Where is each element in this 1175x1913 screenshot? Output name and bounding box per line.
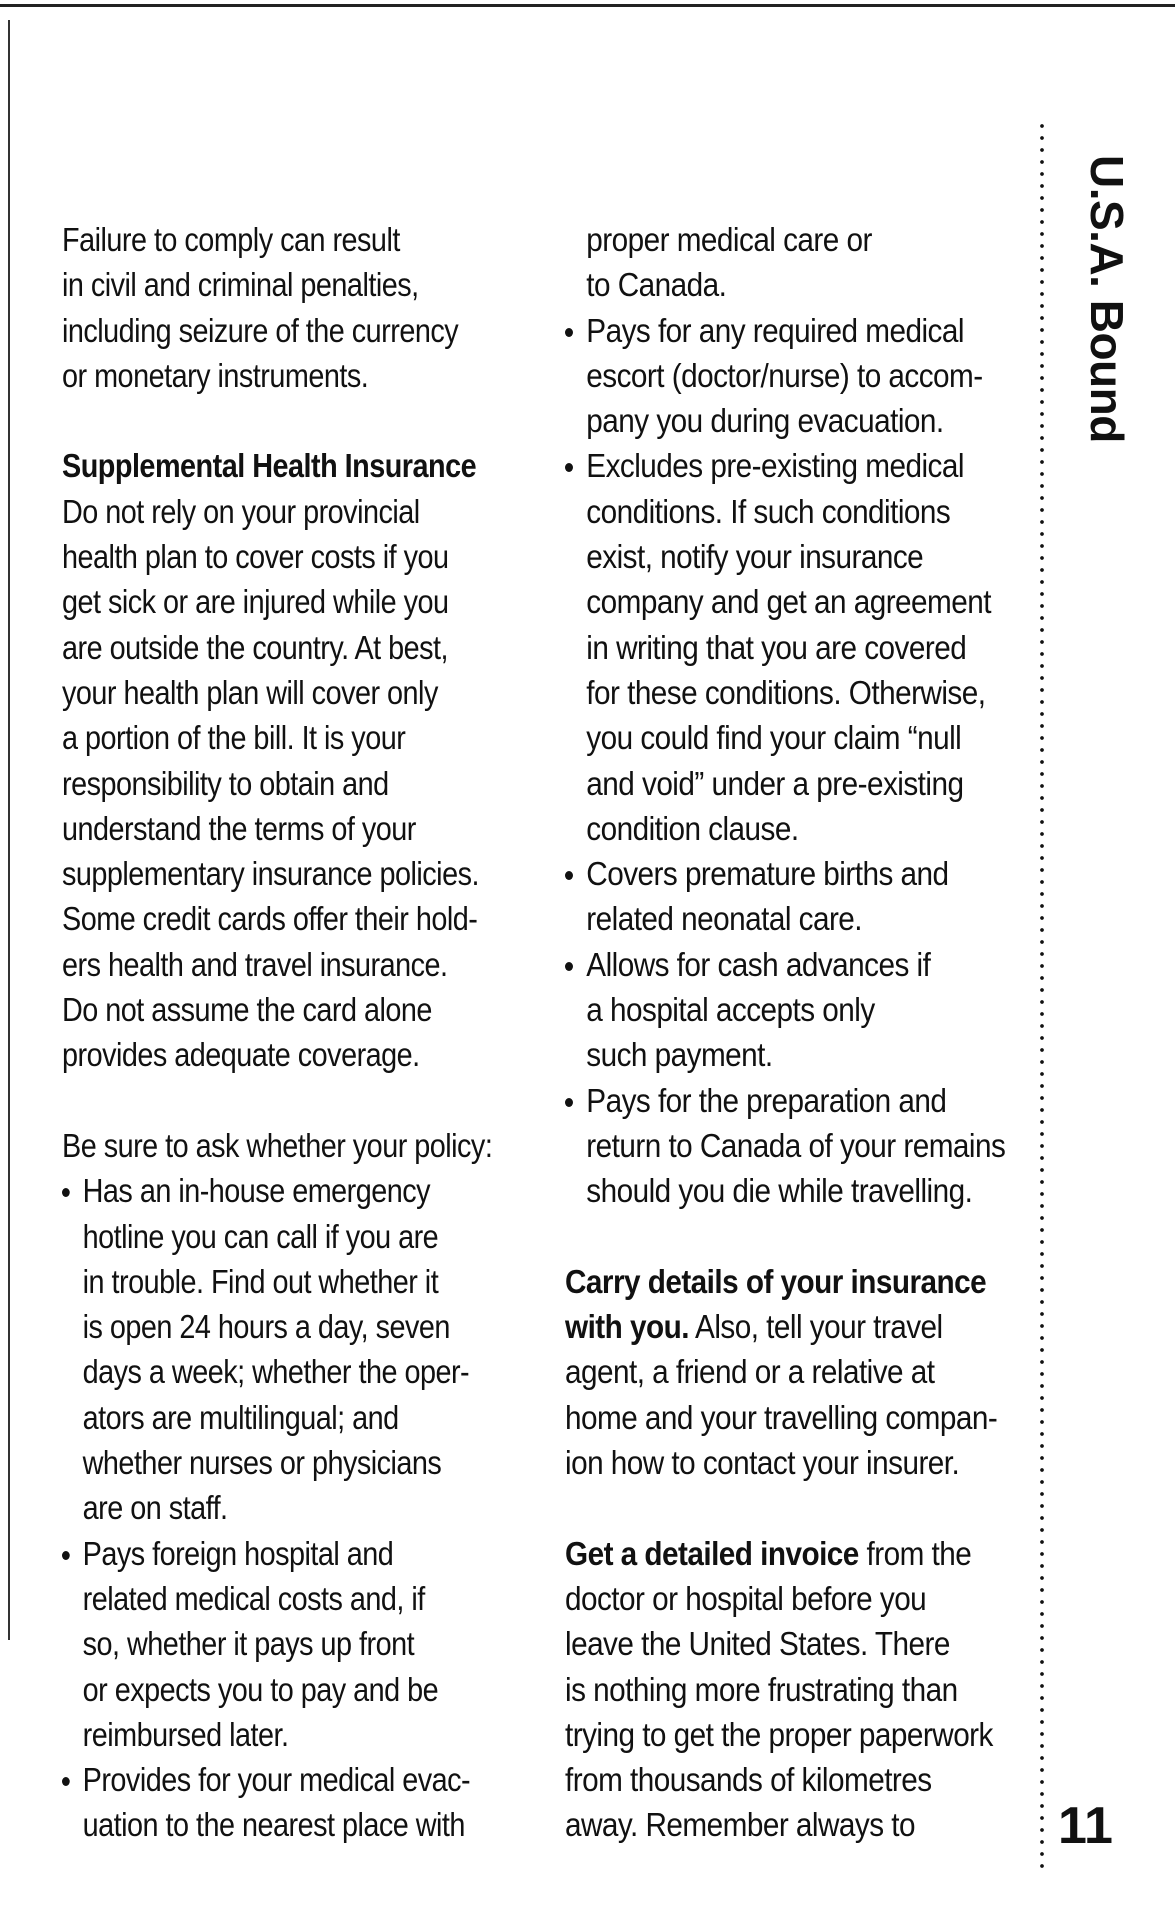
text-line: home and your travelling compan- xyxy=(565,1399,998,1437)
text-line: get sick or are injured while you xyxy=(62,584,449,622)
text-line: Some credit cards offer their hold- xyxy=(62,901,478,939)
text-line: so, whether it pays up front xyxy=(82,1626,415,1664)
text-run: from the xyxy=(858,1535,972,1573)
text-line: or expects you to pay and be xyxy=(82,1671,439,1709)
text-line: Pays for any required medical xyxy=(586,312,964,350)
text-line: your health plan will cover only xyxy=(62,674,438,712)
text-line: leave the United States. There xyxy=(565,1626,950,1664)
text-line: Carry details of your insurance xyxy=(565,1263,987,1301)
scan-edge-left xyxy=(8,20,10,1640)
text-line: such payment. xyxy=(586,1037,773,1075)
text-line: in trouble. Find out whether it xyxy=(82,1263,439,1301)
left-column xyxy=(62,218,493,1894)
text-line: uation to the nearest place with xyxy=(82,1807,465,1845)
text-line: hotline you can call if you are xyxy=(82,1218,439,1256)
text-line: in civil and criminal penalties, xyxy=(62,267,419,305)
text-line: company and get an agreement xyxy=(586,584,991,622)
policy-checklist-continued xyxy=(565,309,1006,1215)
text-line: Covers premature births and xyxy=(586,856,949,894)
text-line: ators are multilingual; and xyxy=(82,1399,399,1437)
list-item xyxy=(62,1169,470,1531)
detailed-invoice-paragraph xyxy=(565,1532,993,1849)
text-line: or monetary instruments. xyxy=(62,357,369,395)
text-line: Failure to comply can result xyxy=(62,222,400,259)
text-line: ers health and travel insurance. xyxy=(62,946,448,984)
ask-line: Be sure to ask whether your policy: xyxy=(62,1127,493,1165)
text-line: condition clause. xyxy=(586,810,799,848)
carry-details-paragraph xyxy=(565,1260,998,1486)
text-line: in writing that you are covered xyxy=(586,629,967,667)
text-line: conditions. If such conditions xyxy=(586,493,951,531)
text-line: Do not rely on your provincial xyxy=(62,493,420,531)
text-line: responsibility to obtain and xyxy=(62,765,389,803)
running-head xyxy=(1062,155,1132,455)
text-line: including seizure of the currency xyxy=(62,312,459,350)
right-column xyxy=(565,218,1006,1894)
bold-phrase: Get a detailed invoice xyxy=(565,1535,859,1573)
list-item xyxy=(62,1532,466,1758)
text-line: agent, a friend or a relative at xyxy=(565,1354,935,1392)
text-line: return to Canada of your remains xyxy=(586,1127,1006,1165)
policy-checklist xyxy=(62,1169,471,1848)
text-line: pany you during evacuation. xyxy=(586,403,944,441)
text-line: a portion of the bill. It is your xyxy=(62,720,406,758)
text-line: from thousands of kilometres xyxy=(565,1762,932,1800)
text-line: should you die while travelling. xyxy=(586,1173,973,1211)
text-line: you could find your claim “null xyxy=(586,720,962,758)
text-line: are on staff. xyxy=(82,1490,228,1528)
list-item xyxy=(565,444,991,852)
list-item xyxy=(565,852,982,943)
text-line: and void” under a pre-existing xyxy=(586,765,964,803)
text-line: to Canada. xyxy=(586,267,727,305)
list-item xyxy=(62,1758,471,1849)
text-line: related neonatal care. xyxy=(586,901,863,939)
text-line: Allows for cash advances if xyxy=(586,946,931,984)
text-line: escort (doctor/nurse) to accom- xyxy=(586,357,983,395)
running-head-text: U.S.A. Bound xyxy=(1081,155,1133,443)
text-line: a hospital accepts only xyxy=(586,992,875,1030)
text-line: for these conditions. Otherwise, xyxy=(586,674,986,712)
page-number: 11 xyxy=(1058,1797,1113,1855)
text-line: Has an in-house emergency xyxy=(82,1173,431,1211)
text-line xyxy=(565,1305,982,1350)
list-item xyxy=(565,1079,1006,1215)
text-line: health plan to cover costs if you xyxy=(62,539,449,577)
list-item xyxy=(565,309,982,445)
text-line: doctor or hospital before you xyxy=(565,1580,927,1618)
text-line: days a week; whether the oper- xyxy=(82,1354,470,1392)
text-line: proper medical care or xyxy=(586,222,872,259)
list-item xyxy=(565,943,982,1079)
text-line: Provides for your medical evac- xyxy=(82,1762,471,1800)
text-line: whether nurses or physicians xyxy=(82,1445,442,1483)
text-line: provides adequate coverage. xyxy=(62,1037,420,1075)
text-line: Pays for the preparation and xyxy=(586,1082,947,1120)
text-line: ion how to contact your insurer. xyxy=(565,1445,960,1483)
text-line: supplementary insurance policies. xyxy=(62,856,479,894)
text-line xyxy=(565,1532,982,1577)
text-line: is nothing more frustrating than xyxy=(565,1671,958,1709)
text-line: related medical costs and, if xyxy=(82,1580,425,1618)
text-line: is open 24 hours a day, seven xyxy=(82,1309,450,1347)
text-line: reimbursed later. xyxy=(82,1716,289,1754)
intro-paragraph xyxy=(62,218,466,399)
bold-phrase: with you. xyxy=(565,1309,689,1347)
text-line: Pays foreign hospital and xyxy=(82,1535,394,1573)
dotted-margin-rule xyxy=(1040,120,1044,1870)
text-line: away. Remember always to xyxy=(565,1807,915,1845)
text-line: exist, notify your insurance xyxy=(586,539,924,577)
section-heading: Supplemental Health Insurance xyxy=(62,448,477,486)
text-line: Excludes pre-existing medical xyxy=(586,448,964,486)
text-line: understand the terms of your xyxy=(62,810,416,848)
text-line: trying to get the proper paperwork xyxy=(565,1716,993,1754)
scan-edge-top xyxy=(0,4,1175,7)
text-line: Do not assume the card alone xyxy=(62,992,432,1030)
text-line: are outside the country. At best, xyxy=(62,629,449,667)
text-run: Also, tell your travel xyxy=(688,1309,943,1347)
supplemental-insurance-section xyxy=(62,444,479,1078)
